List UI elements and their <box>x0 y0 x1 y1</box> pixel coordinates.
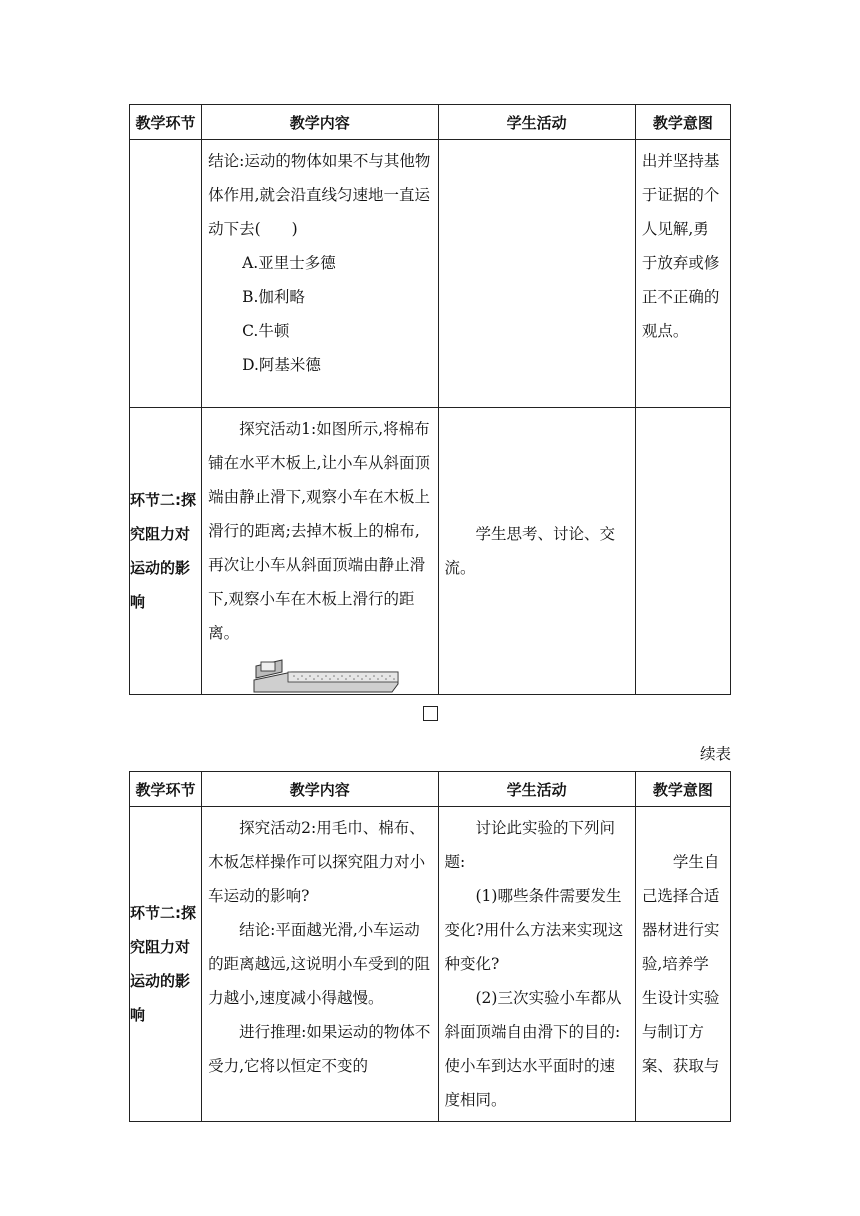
content-cell <box>202 140 438 408</box>
conclusion-text: 结论:运动的物体如果不与其他物体作用,就会沿直线匀速地一直运动下去( ) <box>208 152 431 238</box>
conclusion-text: 结论:平面越光滑,小车运动的距离越远,这说明小车受到的阻力越小,速度减小得越慢。 <box>208 921 431 1007</box>
activity-cell <box>438 807 635 1122</box>
stage-cell <box>130 140 202 408</box>
header-stage: 教学环节 <box>130 105 202 140</box>
header-activity: 学生活动 <box>438 772 635 807</box>
lesson-table-2 <box>129 771 731 1122</box>
intent-text: 出并坚持基于证据的个人见解,勇于放弃或修正不正确的观点。 <box>641 152 720 340</box>
option-b: B.伽利略 <box>242 288 305 306</box>
header-content: 教学内容 <box>202 772 438 807</box>
header-stage: 教学环节 <box>130 772 202 807</box>
incline-cart-figure <box>252 658 402 694</box>
content-cell <box>202 807 438 1122</box>
activity1-text: 探究活动1:如图所示,将棉布铺在水平木板上,让小车从斜面顶端由静止滑下,观察小车在木板上滑行的距离;去掉木板上的棉布,再次让小车从斜面顶端由静止滑下,观察小车在木板上滑行的距离。 <box>208 420 431 642</box>
content-cell <box>202 408 438 695</box>
stage-cell: 环节二:探究阻力对运动的影响 <box>130 807 202 1122</box>
activity-cell <box>438 408 635 695</box>
intent-cell <box>635 408 730 695</box>
discussion-q2: (2)三次实验小车都从斜面顶端自由滑下的目的:使小车到达水平面时的速度相同。 <box>444 989 622 1109</box>
header-intent: 教学意图 <box>635 105 730 140</box>
intent-cell <box>635 140 730 408</box>
option-c: C.牛顿 <box>242 322 290 340</box>
continued-label: 续表 <box>699 745 731 763</box>
table-row <box>130 408 731 695</box>
header-intent: 教学意图 <box>635 772 730 807</box>
discussion-q1: (1)哪些条件需要发生变化?用什么方法来实现这种变化? <box>444 887 624 973</box>
table-row <box>130 140 731 408</box>
lesson-table-1 <box>129 104 731 695</box>
page-break-box <box>423 706 438 721</box>
activity2-text: 探究活动2:用毛巾、棉布、木板怎样操作可以探究阻力对小车运动的影响? <box>208 819 426 905</box>
table-row <box>130 807 731 1122</box>
option-a: A.亚里士多德 <box>242 254 336 272</box>
intent-text: 学生自己选择合适器材进行实验,培养学生设计实验与制订方案、获取与 <box>641 853 720 1075</box>
header-activity: 学生活动 <box>438 105 635 140</box>
intent-cell <box>635 807 730 1122</box>
activity-text: 学生思考、讨论、交流。 <box>444 525 616 577</box>
table-header-row <box>130 772 731 807</box>
table-header-row <box>130 105 731 140</box>
reasoning-text: 进行推理:如果运动的物体不受力,它将以恒定不变的 <box>208 1023 431 1075</box>
discussion-intro: 讨论此实验的下列问题: <box>444 819 616 871</box>
activity-cell <box>438 140 635 408</box>
header-content: 教学内容 <box>202 105 438 140</box>
stage-cell: 环节二:探究阻力对运动的影响 <box>130 408 202 695</box>
option-d: D.阿基米德 <box>242 356 321 374</box>
